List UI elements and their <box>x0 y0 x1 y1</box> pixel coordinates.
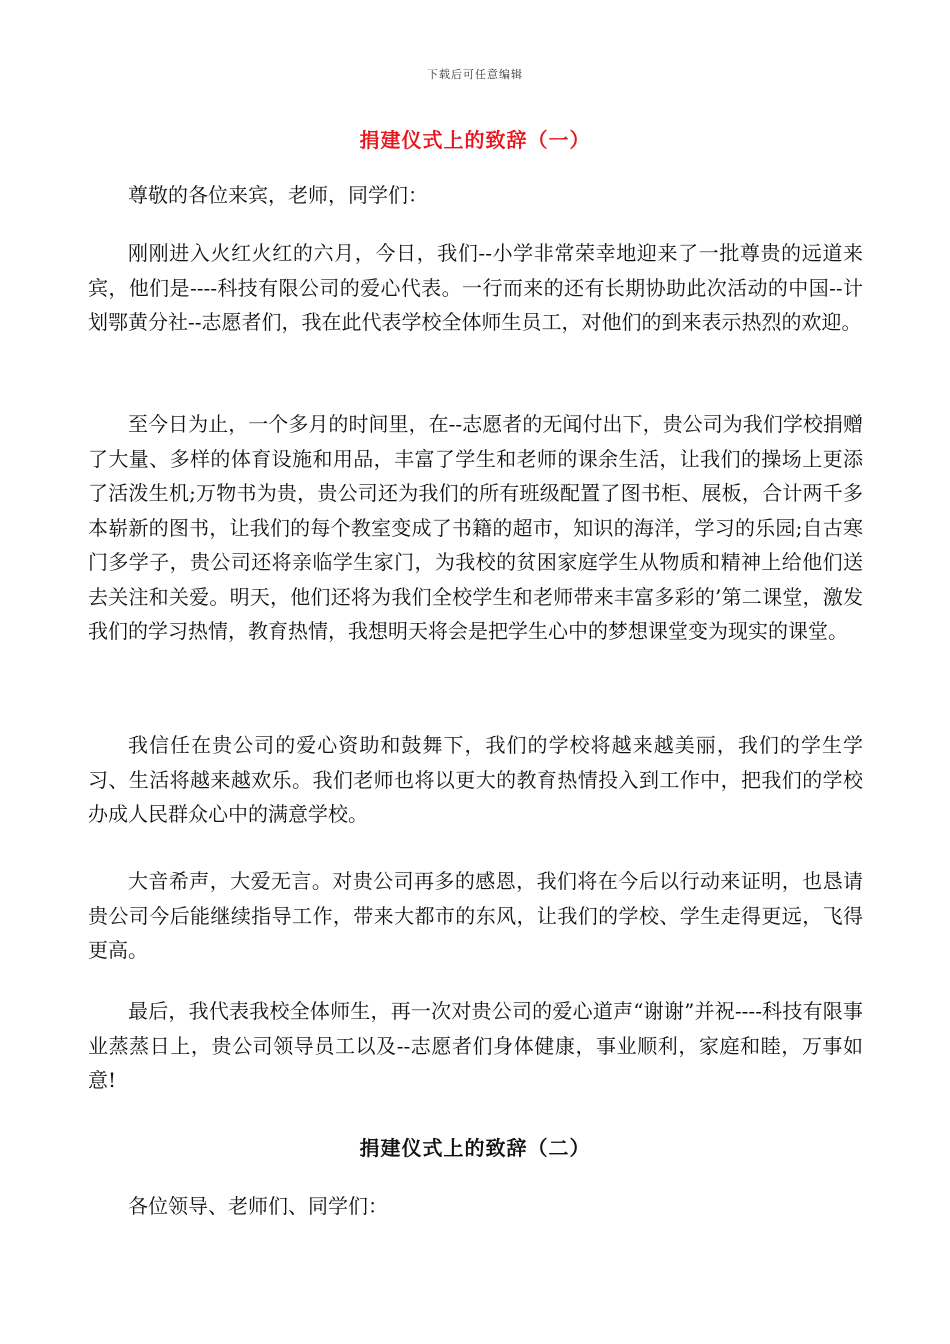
paragraph: 我信任在贵公司的爱心资助和鼓舞下，我们的学校将越来越美丽，我们的学生学习、生活将越来越欢乐。我们老师也将以更大的教育热情投入到工作中，把我们的学校办成人民群众心中的满意学校。 <box>88 733 863 826</box>
paragraph: 大音希声，大爱无言。对贵公司再多的感恩，我们将在今后以行动来证明，也恳请贵公司今后能继续指导工作，带来大都市的东风，让我们的学校、学生走得更远，飞得更高。 <box>88 869 863 962</box>
paragraph: 刚刚进入火红火红的六月，今日，我们--小学非常荣幸地迎来了一批尊贵的远道来宾，他们是----科技有限公司的爱心代表。一行而来的还有长期协助此次活动的中国--计划鄂黄分社--志愿者们，我在此代表学校全体师生员工，对他们的到来表示热烈的欢迎。 <box>88 241 863 334</box>
section-2-salutation: 各位领导、老师们、同学们： <box>128 1194 388 1218</box>
paragraph: 至今日为止，一个多月的时间里，在--志愿者的无闻付出下，贵公司为我们学校捐赠了大量、多样的体育设施和用品，丰富了学生和老师的课余生活，让我们的操场上更添了活泼生机;万物书为贵，贵公司还为我们的所有班级配置了图书柜、展板，合计两千多本崭新的图书，让我们的每个教室变成了书籍的超市，知识的海洋，学习的乐园;自古寒门多学子，贵公司还将亲临学生家门，为我校的贫困家庭学生从物质和精神上给他们送去关注和关爱。明天，他们还将为我们全校学生和老师带来丰富多彩的’第二课堂，激发我们的学习热情，教育热情，我想明天将会是把学生心中的梦想课堂变为现实的课堂。 <box>88 412 863 643</box>
paragraph: 最后，我代表我校全体师生，再一次对贵公司的爱心道声“谢谢”并祝----科技有限事业蒸蒸日上，贵公司领导员工以及--志愿者们身体健康，事业顺利，家庭和睦，万事如意! <box>88 999 863 1092</box>
section-1-salutation: 尊敬的各位来宾，老师，同学们： <box>128 183 428 207</box>
section-2-title: 捐建仪式上的致辞（二） <box>359 1136 591 1160</box>
section-1-title: 捐建仪式上的致辞（一） <box>359 128 591 152</box>
header-note: 下载后可任意编辑 <box>427 68 523 81</box>
